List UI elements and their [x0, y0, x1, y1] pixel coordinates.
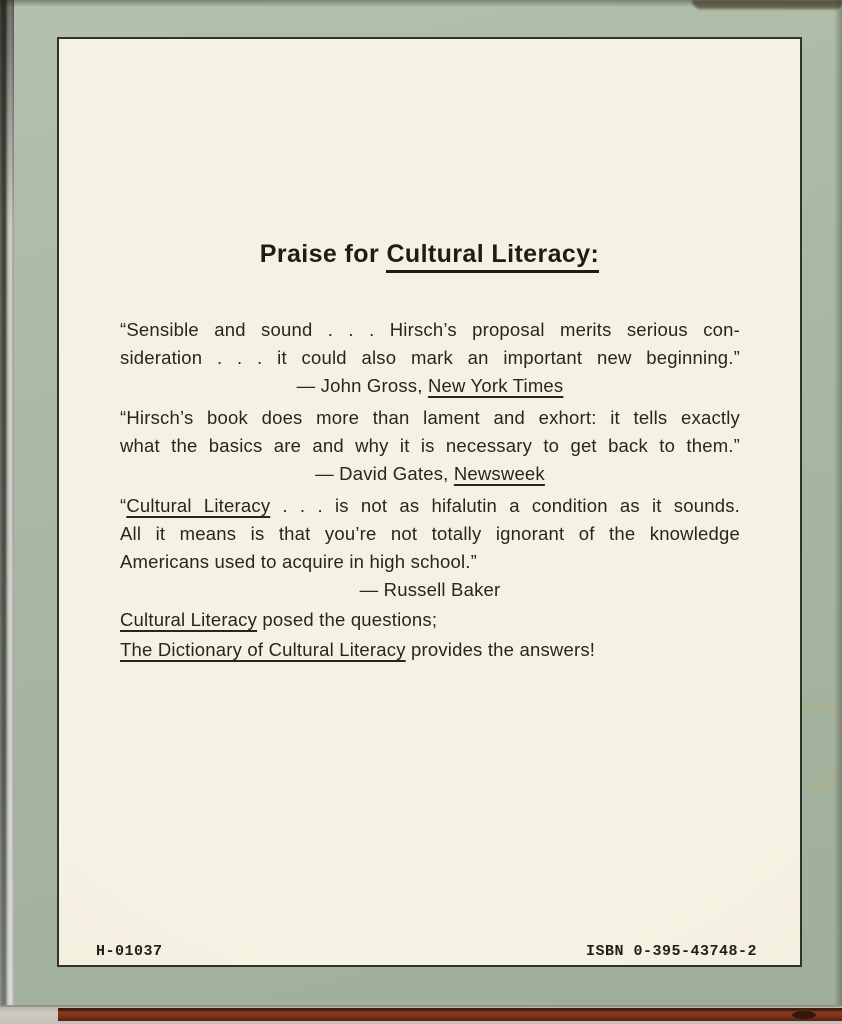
tagline-text: posed the questions; — [257, 609, 438, 630]
quote-line: sideration . . . it could also mark an important new beginning.” — [120, 347, 740, 368]
board-brown-edge — [58, 1008, 842, 1021]
quote-john-gross — [120, 316, 740, 400]
quote-line: “Sensible and sound . . . Hirsch’s proposal merits serious con- — [120, 319, 740, 340]
quote-line — [120, 492, 740, 520]
page-edges-left — [0, 0, 14, 1024]
tagline-line — [120, 635, 595, 665]
book-title-reference: Cultural Literacy — [120, 609, 258, 630]
quote-line: what the basics are and why it is necessary to get back to them.” — [120, 435, 740, 456]
print-code: H-01037 — [96, 943, 163, 960]
isbn-code: ISBN 0-395-43748-2 — [585, 943, 757, 960]
closing-tagline — [120, 605, 595, 664]
quote-attribution — [120, 372, 740, 400]
tagline-text: provides the answers! — [405, 638, 596, 660]
quote-line-text: . . . is not as hifalutin a condition as it sounds. — [270, 495, 740, 516]
jacket-right-edge-shadow — [834, 0, 842, 1024]
quote-line: All it means is that you’re not totally ignorant of the knowledge — [120, 523, 740, 544]
quote-line: Americans used to acquire in high school.” — [120, 551, 478, 572]
jacket-top-right-smudge — [692, 0, 842, 9]
quote-david-gates — [120, 404, 740, 488]
attribution-source: Newsweek — [453, 463, 545, 484]
praise-heading — [59, 240, 800, 269]
praise-heading-book-title: Cultural Literacy: — [386, 240, 599, 273]
tagline-line — [120, 605, 595, 635]
back-cover-panel — [57, 37, 802, 967]
open-quote-mark: “ — [120, 495, 127, 516]
quote-line: “Hirsch’s book does more than lament and exhort: it tells exactly — [120, 407, 740, 428]
book-bottom-edge — [0, 1005, 842, 1024]
book-title-reference: Cultural Literacy — [126, 495, 271, 516]
book-title-reference: The Dictionary of Cultural Literacy — [120, 638, 406, 660]
quote-russell-baker — [120, 492, 740, 604]
quote-attribution: — Russell Baker — [359, 579, 501, 600]
quote-attribution — [120, 460, 740, 488]
attribution-name: — John Gross, — [296, 375, 428, 396]
attribution-source: New York Times — [427, 375, 564, 396]
praise-heading-prefix: Praise for — [259, 240, 387, 268]
attribution-name: — David Gates, — [315, 463, 454, 484]
